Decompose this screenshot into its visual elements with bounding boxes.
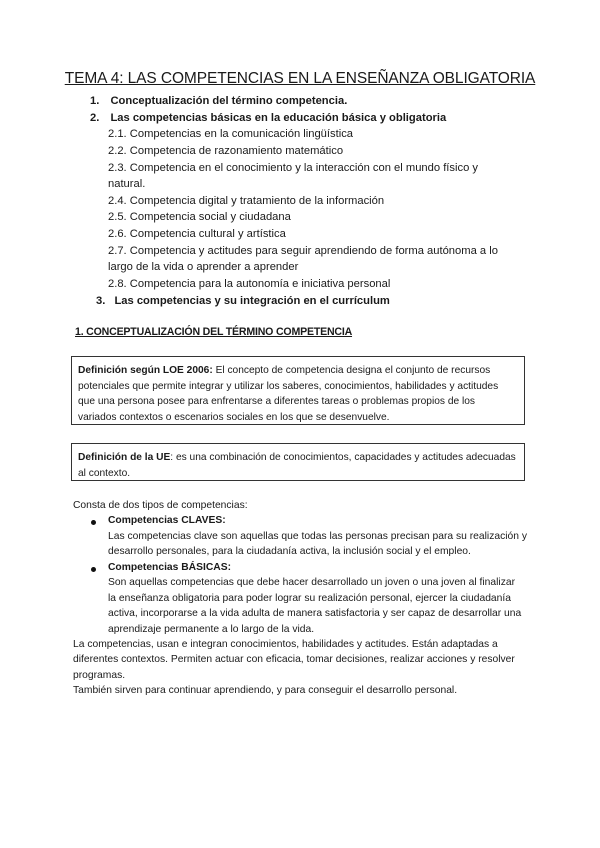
toc-item-3 bbox=[96, 293, 390, 309]
toc-subitem: 2.3. Competencia en el conocimiento y la interacción con el mundo físico y bbox=[108, 162, 479, 174]
toc-item-label: Las competencias y su integración en el currículum bbox=[114, 295, 390, 307]
bullet-icon bbox=[91, 520, 96, 525]
definition-text: potenciales que permite integrar y utilizar los saberes, conocimientos, habilidades y actitudes bbox=[78, 380, 499, 392]
definition-text: : es una combinación de conocimientos, capacidades y actitudes adecuadas bbox=[170, 452, 516, 463]
definition-text: que una persona posee para enfrentarse a diferentes tareas o problemas propios de los bbox=[78, 396, 476, 408]
toc-subitem-continuation: largo de la vida o aprender a aprender bbox=[108, 261, 299, 273]
section-heading: 1. CONCEPTUALIZACIÓN DEL TÉRMINO COMPETENCIA bbox=[75, 326, 353, 338]
toc-item-number: 1. bbox=[90, 95, 100, 107]
definition-label: Definición de la UE bbox=[78, 452, 171, 463]
toc-subitem: 2.7. Competencia y actitudes para seguir aprendiendo de forma autónoma a lo bbox=[108, 245, 498, 257]
bullet-label-basicas: Competencias BÁSICAS: bbox=[108, 562, 232, 573]
closing-paragraph-line: La competencias, usan e integran conocimientos, habilidades y actitudes. Están adaptadas a bbox=[73, 639, 498, 650]
page-title: TEMA 4: LAS COMPETENCIAS EN LA ENSEÑANZA OBLIGATORIA bbox=[64, 70, 536, 87]
bullet-text: aprendizaje permanente a lo largo de la vida. bbox=[108, 624, 315, 635]
closing-paragraph-line: También sirven para continuar aprendiendo, y para conseguir el desarrollo personal. bbox=[73, 685, 458, 696]
bullet-text: Las competencias clave son aquellas que todas las personas precisan para su realización y bbox=[108, 531, 527, 542]
definition-box-ue bbox=[71, 443, 525, 481]
toc-subitem: 2.2. Competencia de razonamiento matemático bbox=[108, 145, 344, 157]
toc-item-label: Las competencias básicas en la educación básica y obligatoria bbox=[110, 112, 447, 124]
bullet-text: la enseñanza obligatoria para poder lograr su realización personal, ejercer la ciudadanía bbox=[108, 593, 511, 604]
closing-paragraph-line: diferentes contextos. Permiten actuar con eficacia, tomar decisiones, realizar acciones y resolver bbox=[73, 654, 515, 665]
definition-text: al contexto. bbox=[78, 467, 131, 479]
toc-subitem: 2.6. Competencia cultural y artística bbox=[108, 228, 286, 240]
definition-label: Definición según LOE 2006: bbox=[78, 365, 213, 376]
bullet-label-claves: Competencias CLAVES: bbox=[108, 515, 226, 526]
definition-box-loe bbox=[71, 356, 525, 425]
bullet-icon bbox=[91, 567, 96, 572]
intro-paragraph: Consta de dos tipos de competencias: bbox=[73, 500, 248, 511]
toc-item-2 bbox=[90, 110, 446, 126]
toc-subitem: 2.1. Competencias en la comunicación lingüística bbox=[108, 128, 354, 140]
toc-subitem-continuation: natural. bbox=[108, 178, 146, 190]
bullet-text: desarrollo personales, para la ciudadanía activa, la inclusión social y el empleo. bbox=[108, 546, 471, 557]
toc-item-number: 3. bbox=[96, 295, 106, 307]
definition-text: variados contextos o escenarios sociales en los que se desenvuelve. bbox=[78, 411, 390, 423]
toc-subitem: 2.4. Competencia digital y tratamiento de la información bbox=[108, 195, 385, 207]
bullet-text: activa, incorporarse a la vida adulta de manera satisfactoria y ser capaz de desarrollar una bbox=[108, 608, 522, 619]
toc-subitem: 2.5. Competencia social y ciudadana bbox=[108, 211, 291, 223]
toc-subitem: 2.8. Competencia para la autonomía e iniciativa personal bbox=[108, 278, 391, 290]
bullet-text: Son aquellas competencias que debe hacer desarrollado un joven o una joven al finalizar bbox=[108, 577, 515, 588]
toc-item-1 bbox=[90, 93, 347, 109]
definition-text: El concepto de competencia designa el conjunto de recursos bbox=[212, 365, 491, 376]
toc-item-number: 2. bbox=[90, 112, 100, 124]
toc-item-label: Conceptualización del término competencia. bbox=[110, 95, 348, 107]
closing-paragraph-line: programas. bbox=[73, 670, 126, 681]
